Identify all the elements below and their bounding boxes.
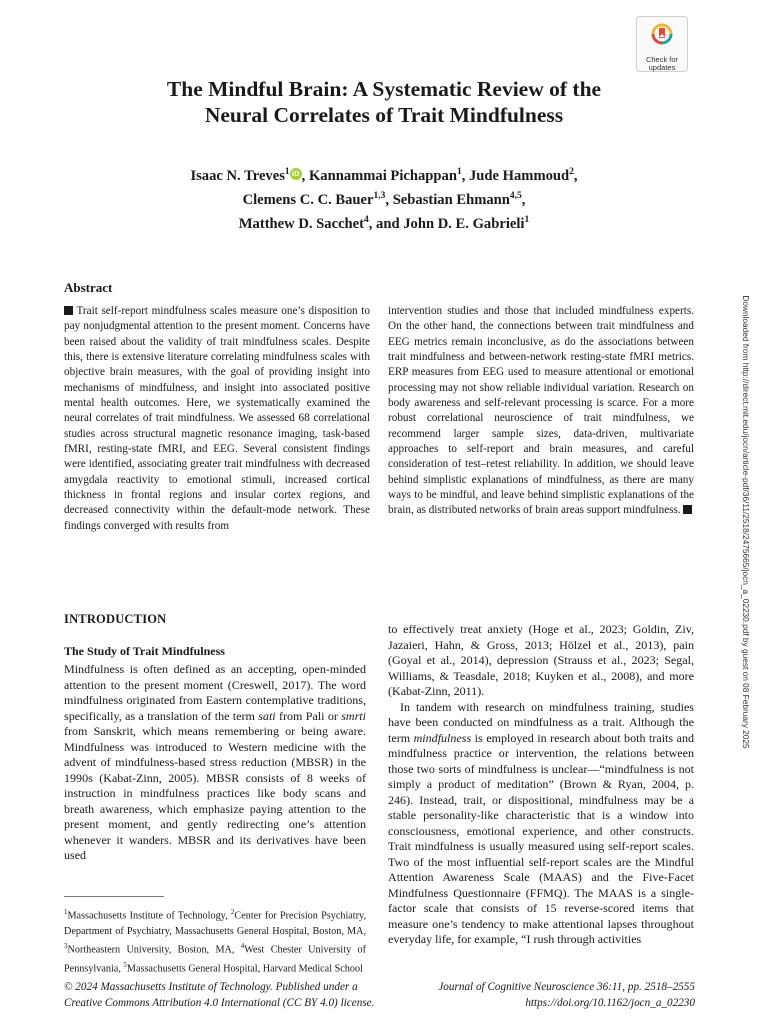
- footnote-text: Northeastern University, Boston, MA,: [67, 944, 241, 956]
- text-run: from Pali or: [275, 708, 342, 723]
- abstract-heading: Abstract: [64, 280, 113, 295]
- abstract-left-text: Trait self-report mindfulness scales measure one’s disposition to pay nonjudgmental attention to the present moment. Concerns have been raised about the validity of trait mindfulness scales. Despite this, there is extensive literature correlating mindfulness scales with objective brain measures, with the goal of providing insight into mechanisms of mindfulness, and insight into associated positive mental health outcomes. Here, we systematically examined the neural correlates of trait mindfulness. We assessed 68 correlational studies across structural magnetic resonance imaging, task-based fMRI, resting-state fMRI, and EEG. Several consistent findings were identified, associating greater trait mindfulness with decreased amygdala reactivity to emotional stimuli, increased cortical thickness in frontal regions and insular cortex regions, and decreased connectivity within the default-mode network. These findings converged with results from: [64, 305, 370, 532]
- title-line-2: Neural Correlates of Trait Mindfulness: [204, 103, 564, 127]
- author-affiliation: 1: [284, 167, 290, 177]
- download-watermark: [741, 292, 751, 752]
- author-separator: ,: [301, 167, 309, 184]
- footnote-divider: [64, 896, 164, 897]
- text-run: from Sanskrit, which means remembering or being aware. Mindfulness was introduced to Western medicine with the advent of mindfulness-based stress reduction (MBSR) in the 1990s (Kabat-Zinn, 2005). MBSR consists of 8 weeks of instruction in mindfulness practices like body scans and breath awareness, which emphasize paying attention to the present moment, and gently redirecting one’s attention whenever it wanders. MBSR and its derivatives have been used: [64, 724, 366, 862]
- trait-mindfulness-subheading: The Study of Trait Mindfulness: [64, 644, 225, 658]
- author-separator: ,: [385, 191, 393, 208]
- download-note: Downloaded from http://direct.mit.edu/jocn/article-pdf/36/11/2518/2475665/jocn_a_02230.pdf by guest on 08 February 2025: [741, 295, 751, 749]
- abstract-start-square-icon: [64, 306, 73, 315]
- doi-link[interactable]: https://doi.org/10.1162/jocn_a_02230: [525, 996, 695, 1009]
- intro-paragraph: [64, 662, 366, 864]
- badge-line-2: updates: [648, 63, 676, 72]
- journal-line: Journal of Cognitive Neuroscience 36:11, pp. 2518–2555: [438, 981, 695, 993]
- footnote-number: 3: [64, 942, 68, 951]
- affiliation-footnote: [64, 905, 366, 977]
- copyright-line-1: © 2024 Massachusetts Institute of Technology. Published under a: [64, 981, 358, 993]
- abstract-right-column: [388, 304, 694, 519]
- abstract-end-square-icon: [683, 505, 692, 514]
- author-affiliation: 1: [524, 214, 530, 225]
- intro-right-column: [388, 622, 694, 948]
- author-name: Isaac N. Treves: [190, 167, 285, 184]
- italic-term: mindfulness: [413, 730, 472, 745]
- author-affiliation: 4,5: [509, 190, 522, 201]
- author-affiliation: 1: [456, 167, 462, 177]
- orcid-icon[interactable]: iD: [290, 168, 302, 180]
- footnote-number: 2: [230, 908, 235, 916]
- text-run: is employed in research about both traits and mindfulness practice or intervention, the relations between those two sorts of mindfulness is unclear—“mindfulness is not simply a product of meditation” (Brown & Ryan, 2004, p. 246). Instead, trait, or dispositional, mindfulness may be a stable personality-like characteristic that is a window into consciousness, emotional experience, and other constructs. Trait mindfulness is usually measured using self-report scales. Two of the most influential self-report scales are the Mindful Attention Awareness Scale (MAAS) and the Five-Facet Mindfulness Questionnaire (FFMQ). The MAAS is a single-factor scale that consists of 15 reverse-scored items that measure one’s tendency to make attentional lapses throughout everyday life, for example, “I rush through activities: [388, 730, 694, 946]
- abstract-left-column: [64, 304, 370, 534]
- footnote-text: Massachusetts General Hospital, Harvard Medical School: [126, 963, 363, 975]
- badge-line-1: Check for: [645, 55, 679, 64]
- author-affiliation: 1,3: [373, 190, 386, 201]
- author-affiliation: 4: [364, 214, 369, 225]
- text-run: In tandem with research on mindfulness training, studies have been conducted on mindfulness as a trait. Although the term: [388, 699, 694, 745]
- author-name: Clemens C. C. Bauer: [242, 191, 374, 208]
- check-for-updates-icon: [650, 20, 674, 50]
- author-name: John D. E. Gabrieli: [403, 215, 525, 232]
- author-separator: ,: [521, 191, 526, 208]
- abstract-right-text: intervention studies and those that included mindfulness experts. On the other hand, the connections between trait mindfulness and EEG metrics remain inconclusive, as do the associations between trait mindfulness and between-network resting-state fMRI metrics. ERP measures from EEG used to measure attentional or emotional processing may not show reliable individual variation. Research on body awareness and self-relevant processing is scarce. For a more robust correlational neuroscience of trait mindfulness, we recommend larger sample sizes, data-driven, multivariate approaches to self-report and brain measures, and careful consideration of test–retest reliability. In addition, we should leave behind simplistic explanations of mindfulness, as there are many ways to be mindful, and leave behind simplistic explanations of the brain, as distributed networks of brain areas support mindfulness.: [388, 305, 694, 517]
- footnote-text: Center for Precision Psychiatry, Department of Psychiatry, Massachusetts General Hospital, Boston, MA,: [64, 910, 367, 937]
- footnote-number: 4: [240, 942, 245, 951]
- journal-citation: [365, 980, 695, 1011]
- author-name: Jude Hammoud: [468, 167, 570, 184]
- check-for-updates-badge[interactable]: [636, 16, 688, 72]
- license-line[interactable]: Creative Commons Attribution 4.0 International (CC BY 4.0) license.: [64, 996, 375, 1009]
- author-separator: ,: [461, 167, 469, 184]
- author-list: [100, 162, 668, 234]
- footnote-text: West Chester University of Pennsylvania,: [64, 944, 366, 975]
- text-run: Mindfulness is often defined as an accepting, open-minded attention to the present moment (Creswell, 2017). The word mindfulness originated from Eastern contemplative traditions, specifically, as a translation of the term: [64, 662, 366, 723]
- intro-paragraph: to effectively treat anxiety (Hoge et al., 2023; Goldin, Ziv, Jazaieri, Hahn, & Gross, 2013; Hölzel et al., 2013), pain (Goyal et al., 2014), depression (Strauss et al., 2023; Segal, Williams, & Teasdale, 2018; Kuyken et al., 2008), and more (Kabat-Zinn, 2011).: [388, 622, 694, 698]
- introduction-heading: INTRODUCTION: [64, 612, 167, 626]
- author-separator: ,: [573, 167, 578, 184]
- paper-title: [60, 76, 708, 128]
- author-name: Sebastian Ehmann: [392, 191, 510, 208]
- author-separator: , and: [368, 215, 404, 232]
- author-name: Matthew D. Sacchet: [238, 215, 364, 232]
- title-line-1: The Mindful Brain: A Systematic Review of the: [166, 77, 602, 101]
- intro-paragraph: [388, 700, 694, 948]
- italic-term: smrti: [341, 708, 366, 723]
- intro-left-column: [64, 662, 366, 864]
- footnote-number: 5: [123, 961, 127, 969]
- footnote-text: Massachusetts Institute of Technology,: [67, 910, 231, 922]
- footnote-number: 1: [64, 908, 68, 916]
- author-affiliation: 2: [569, 167, 574, 177]
- italic-term: sati: [258, 708, 276, 723]
- author-name: Kannammai Pichappan: [308, 167, 457, 184]
